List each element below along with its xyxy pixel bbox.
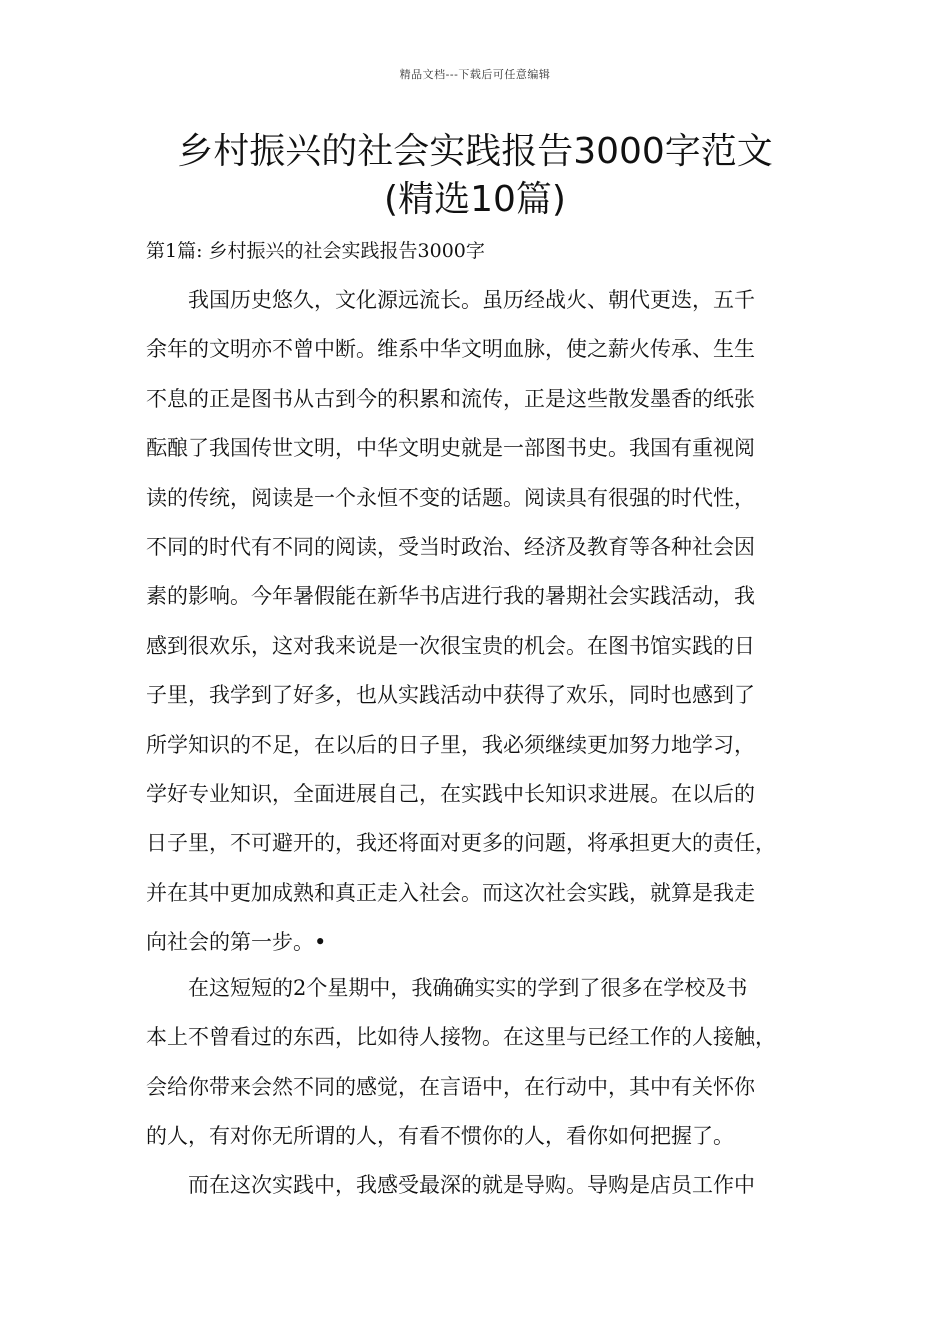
paragraph-line: 子里，我学到了好多，也从实践活动中获得了欢乐，同时也感到了 [146,683,755,708]
paragraph-line: 本上不曾看过的东西，比如待人接物。在这里与已经工作的人接触， [146,1025,776,1050]
section-heading: 第1篇: 乡村振兴的社会实践报告3000字 [146,240,485,262]
paragraph-line: 并在其中更加成熟和真正走入社会。而这次社会实践，就算是我走 [146,880,755,905]
paragraph-line: 感到很欢乐，这对我来说是一次很宝贵的机会。在图书馆实践的日 [146,633,755,658]
paragraph-2 [146,964,832,1162]
paragraph-line: 会给你带来会然不同的感觉，在言语中，在行动中，其中有关怀你 [146,1074,755,1099]
paragraph-line: 所学知识的不足，在以后的日子里，我必须继续更加努力地学习， [146,732,755,757]
paragraph-line: 而在这次实践中，我感受最深的就是导购。导购是店员工作中 [188,1173,755,1197]
paragraph-1 [146,276,832,968]
paragraph-line: 酝酿了我国传世文明，中华文明史就是一部图书史。我国有重视阅 [146,436,755,461]
paragraph-line: 的人，有对你无所谓的人，有看不惯你的人，看你如何把握了。 [146,1124,734,1149]
paragraph-line: 不息的正是图书从古到今的积累和流传，正是这些散发墨香的纸张 [146,386,755,411]
paragraph-line: 不同的时代有不同的阅读，受当时政治、经济及教育等各种社会因 [146,535,755,560]
paragraph-line: 余年的文明亦不曾中断。维系中华文明血脉，使之薪火传承、生生 [146,337,755,362]
paragraph-line: 素的影响。今年暑假能在新华书店进行我的暑期社会实践活动，我 [146,584,755,609]
paragraph-line: 日子里，不可避开的，我还将面对更多的问题，将承担更大的责任， [146,831,776,856]
paragraph-line: 学好专业知识，全面进展自己，在实践中长知识求进展。在以后的 [146,782,755,807]
paragraph-line: 我国历史悠久，文化源远流长。虽历经战火、朝代更迭，五千 [188,288,755,312]
paragraph-3 [146,1161,832,1210]
paragraph-line: 在这短短的2个星期中，我确确实实的学到了很多在学校及书 [188,976,748,1000]
paragraph-line: 向社会的第一步。• [146,930,327,955]
document-title [60,128,890,224]
paragraph-line: 读的传统，阅读是一个永恒不变的话题。阅读具有很强的时代性， [146,485,755,510]
title-line-2: (精选10篇) [384,179,566,220]
header-note: 精品文档---下载后可任意编辑 [399,68,551,81]
title-line-1: 乡村振兴的社会实践报告3000字范文 [177,131,773,172]
